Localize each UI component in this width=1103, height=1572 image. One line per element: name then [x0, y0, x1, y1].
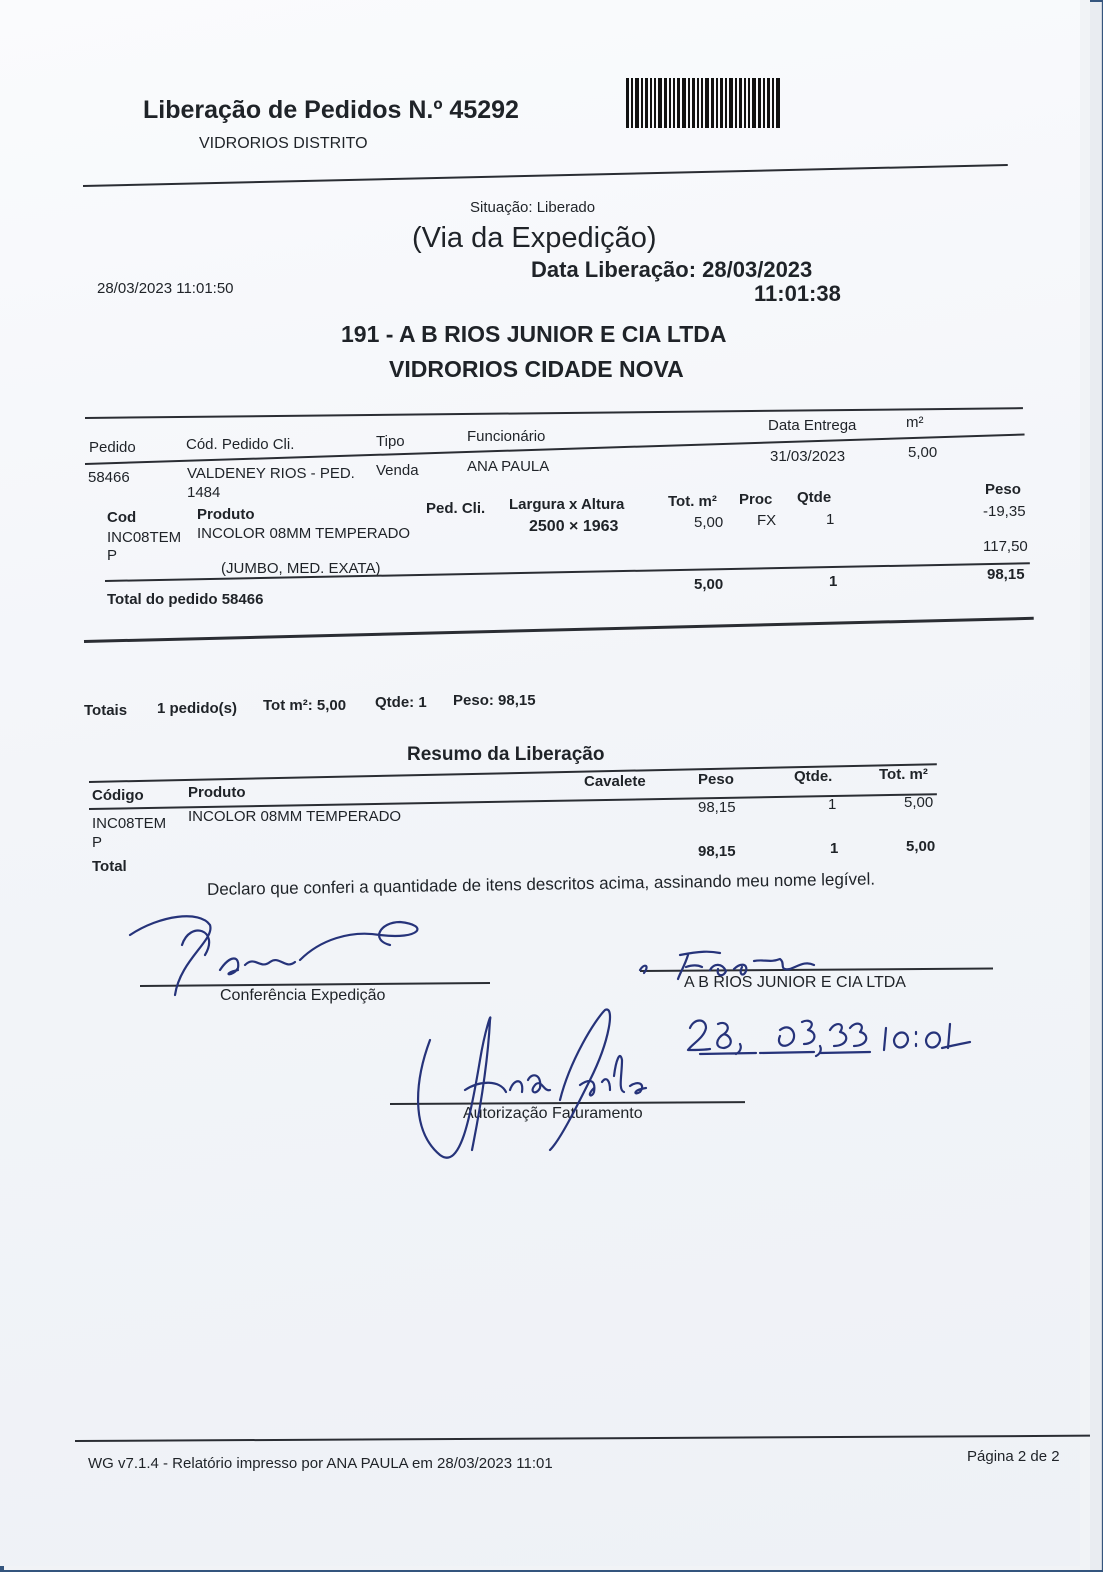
header-divider: [83, 164, 1008, 187]
client-store: VIDRORIOS CIDADE NOVA: [389, 356, 684, 382]
col-header-pedido: Pedido: [89, 439, 136, 456]
totals-peso: Peso: 98,15: [453, 692, 536, 709]
totals-m2: Tot m²: 5,00: [263, 697, 347, 714]
barcode-image: [626, 78, 782, 128]
item-header-ped-cli: Ped. Cli.: [426, 500, 486, 517]
release-time: 11:01:38: [754, 281, 841, 306]
print-datetime: 28/03/2023 11:01:50: [97, 280, 234, 297]
cell-cod-pedido-cli-cont: 1484: [187, 484, 221, 501]
cell-funcionario: ANA PAULA: [467, 458, 550, 475]
item-header-cod: Cod: [107, 509, 137, 526]
summary-header-cavalete: Cavalete: [584, 773, 646, 790]
totals-pedidos: 1 pedido(s): [157, 700, 238, 717]
summary-peso: 98,15: [698, 799, 736, 816]
summary-title: Resumo da Liberação: [407, 744, 605, 765]
col-header-data-entrega: Data Entrega: [768, 417, 857, 434]
footer-rule: [75, 1435, 1090, 1442]
summary-header-peso: Peso: [698, 771, 734, 788]
summary-codigo-cont: P: [92, 834, 103, 851]
col-header-cod-pedido-cli: Cód. Pedido Cli.: [186, 436, 295, 453]
summary-total-tot-m2: 5,00: [906, 838, 936, 855]
item-produto: INCOLOR 08MM TEMPERADO: [197, 525, 411, 542]
summary-total-peso: 98,15: [698, 843, 736, 860]
item-peso: -19,35: [983, 503, 1026, 520]
summary-header-tot-m2: Tot. m²: [879, 766, 928, 783]
conferencia-label: Conferência Expedição: [220, 987, 386, 1004]
item-header-qtde: Qtde: [797, 489, 832, 506]
table-top-rule: [85, 407, 1023, 418]
item-header-peso: Peso: [985, 481, 1021, 498]
empresa-label: A B RIOS JUNIOR E CIA LTDA: [684, 974, 906, 991]
item-produto-obs: (JUMBO, MED. EXATA): [221, 560, 381, 577]
cell-data-entrega: 31/03/2023: [770, 448, 846, 465]
order-total-qtde: 1: [829, 573, 838, 590]
declaration-text: Declaro que conferi a quantidade de itens descritos acima, assinando meu nome legível.: [206, 869, 876, 899]
item-header-produto: Produto: [197, 506, 255, 523]
status-text: Situação: Liberado: [470, 199, 596, 216]
order-total-m2: 5,00: [694, 576, 724, 593]
cell-tipo: Venda: [376, 462, 419, 479]
cell-m2: 5,00: [908, 444, 938, 461]
footer-page-number: Página 2 de 2: [967, 1448, 1060, 1465]
item-cod-cont: P: [107, 547, 118, 564]
order-section-end-rule: [84, 617, 1034, 643]
summary-header-qtde: Qtde.: [794, 768, 833, 785]
copy-type-text: (Via da Expedição): [412, 222, 657, 254]
item-tot-m2: 5,00: [694, 514, 724, 531]
document-title: Liberação de Pedidos N.º 45292: [143, 96, 519, 124]
summary-produto: INCOLOR 08MM TEMPERADO: [188, 808, 402, 825]
summary-qtde: 1: [828, 796, 837, 813]
cell-cod-pedido-cli: VALDENEY RIOS - PED.: [187, 465, 355, 482]
summary-total-label: Total: [92, 858, 127, 875]
summary-header-produto: Produto: [188, 784, 246, 801]
item-header-tot-m2: Tot. m²: [668, 493, 717, 510]
conferencia-signature: [120, 900, 450, 1000]
item-dimensions: 2500 × 1963: [529, 518, 619, 535]
summary-header-codigo: Código: [92, 787, 144, 804]
item-header-largura-altura: Largura x Altura: [509, 496, 625, 513]
release-date: Data Liberação: 28/03/2023: [531, 257, 813, 282]
autorizacao-signature: [410, 1000, 680, 1170]
client-name: 191 - A B RIOS JUNIOR E CIA LTDA: [341, 321, 727, 347]
order-total-peso: 98,15: [987, 566, 1025, 583]
item-cod: INC08TEM: [107, 529, 182, 546]
cell-pedido: 58466: [88, 469, 130, 486]
item-proc: FX: [757, 512, 777, 529]
col-header-m2: m²: [906, 414, 924, 431]
footer-printed-by: WG v7.1.4 - Relatório impresso por ANA PAULA em 28/03/2023 11:01: [88, 1455, 553, 1472]
item-header-proc: Proc: [739, 491, 773, 508]
col-header-tipo: Tipo: [376, 433, 405, 450]
col-header-funcionario: Funcionário: [467, 428, 546, 445]
summary-codigo: INC08TEM: [92, 815, 167, 832]
company-name: VIDRORIOS DISTRITO: [199, 135, 368, 152]
order-total-label: Total do pedido 58466: [107, 591, 264, 608]
item-peso-2: 117,50: [983, 538, 1028, 555]
totals-label: Totais: [84, 702, 128, 719]
summary-total-qtde: 1: [830, 840, 839, 857]
item-qtde: 1: [826, 511, 835, 528]
handwritten-date: [680, 1010, 990, 1060]
summary-tot-m2: 5,00: [904, 794, 934, 811]
totals-qtde: Qtde: 1: [375, 694, 427, 711]
empresa-signature: [630, 945, 830, 985]
autorizacao-label: Autorização Faturamento: [463, 1105, 643, 1122]
